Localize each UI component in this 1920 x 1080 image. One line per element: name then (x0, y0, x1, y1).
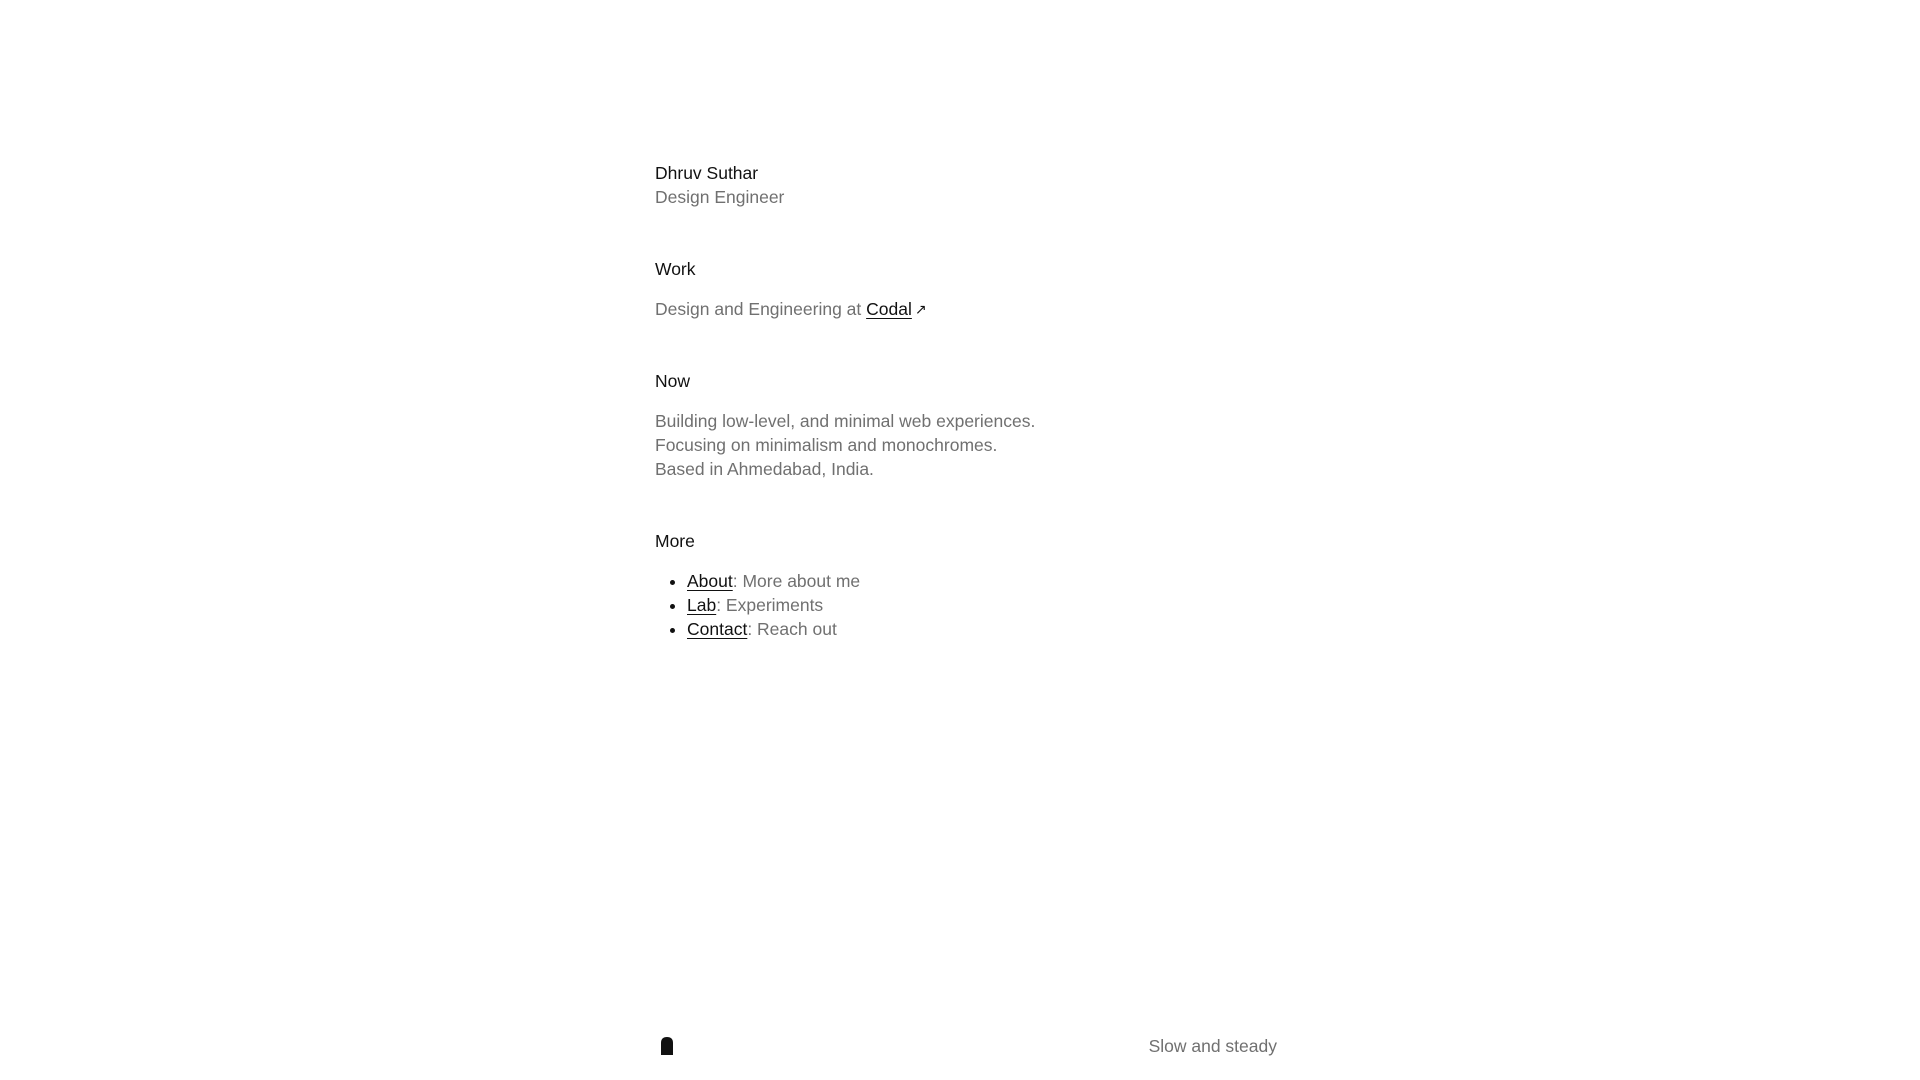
work-section (655, 257, 1275, 321)
profile-name: Dhruv Suthar (655, 163, 759, 183)
profile-role: Design Engineer (655, 187, 785, 207)
more-title: More (655, 531, 695, 551)
now-line: Focusing on minimalism and monochromes. (655, 435, 998, 455)
work-text (655, 297, 1275, 321)
now-title: Now (655, 371, 691, 391)
now-section (655, 369, 1275, 481)
main-content (655, 161, 1275, 641)
list-item (687, 593, 1275, 617)
page-footer (655, 1034, 1277, 1058)
list-item (687, 617, 1275, 641)
profile-header (655, 161, 1275, 209)
contact-link[interactable]: Contact (687, 619, 748, 639)
list-item (687, 569, 1275, 593)
external-arrow-icon: ↗ (914, 301, 927, 317)
work-text-prefix: Design and Engineering at (655, 299, 867, 319)
lab-link[interactable]: Lab (687, 595, 717, 615)
now-body (655, 409, 1275, 481)
now-line: Building low-level, and minimal web experiences. (655, 411, 1036, 431)
now-line: Based in Ahmedabad, India. (655, 459, 874, 479)
more-section (655, 529, 1275, 641)
work-body (655, 297, 1275, 321)
lab-desc: : Experiments (716, 595, 824, 615)
contact-desc: : Reach out (747, 619, 837, 639)
work-title: Work (655, 259, 696, 279)
about-desc: : More about me (732, 571, 861, 591)
codal-link[interactable]: Codal (866, 299, 912, 319)
more-list (655, 569, 1275, 641)
footer-tagline: Slow and steady (1148, 1036, 1277, 1056)
about-link[interactable]: About (687, 571, 733, 591)
arch-logo-icon[interactable] (660, 1037, 674, 1055)
